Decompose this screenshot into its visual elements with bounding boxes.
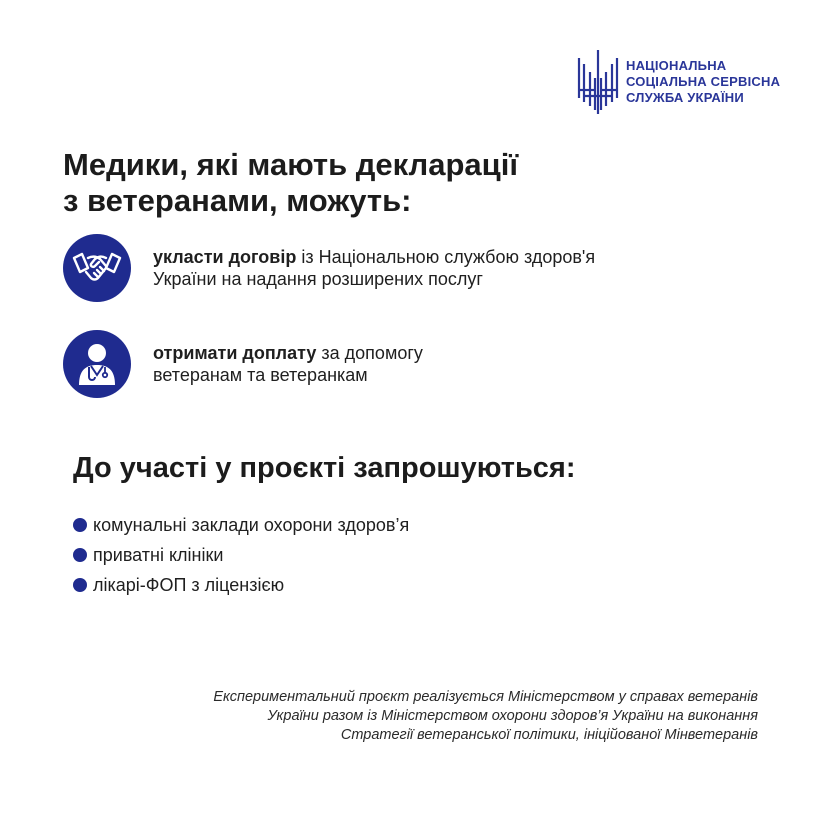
list-item-text: лікарі-ФОП з ліцензією [93, 574, 285, 595]
feature-contract-rest2: України на надання розширених послуг [153, 269, 483, 289]
bullet-dot-icon [73, 578, 87, 592]
list-item [73, 510, 409, 540]
list-item [73, 540, 409, 570]
feature-contract-rest1: із Національною службою здоров'я [296, 247, 596, 267]
feature-payment [63, 330, 733, 398]
participants-heading: До участі у проєкті запрошуються: [73, 452, 576, 484]
feature-contract-text [153, 246, 733, 290]
feature-payment-rest1: за допомогу [316, 343, 423, 363]
logo-line-2: СОЦІАЛЬНА СЕРВІСНА [626, 74, 781, 89]
doctor-icon [63, 330, 131, 398]
bullet-dot-icon [73, 518, 87, 532]
main-heading [63, 147, 518, 219]
list-item-text: комунальні заклади охорони здоров’я [93, 514, 410, 535]
footer-line-3: Стратегії ветеранської політики, ініційованої Мінветеранів [340, 727, 758, 743]
footer-line-1: Експериментальний проєкт реалізується Міністерством у справах ветеранів [213, 689, 758, 705]
feature-payment-rest2: ветеранам та ветеранкам [153, 365, 368, 385]
logo [576, 50, 780, 114]
main-heading-line-2: з ветеранами, можуть: [63, 183, 412, 218]
feature-contract-bold: укласти договір [153, 247, 297, 267]
list-item [73, 570, 409, 600]
feature-payment-text [153, 342, 733, 386]
trident-logo-icon [576, 50, 620, 114]
list-item-text: приватні клініки [93, 544, 224, 565]
main-heading-line-1: Медики, які мають декларації [63, 147, 519, 182]
handshake-icon [63, 234, 131, 302]
feature-contract [63, 234, 733, 302]
participants-list [73, 510, 409, 600]
logo-text [626, 58, 780, 106]
logo-line-3: СЛУЖБА УКРАЇНИ [626, 90, 744, 105]
footer-line-2: України разом із Міністерством охорони здоров’я України на виконання [267, 708, 758, 724]
feature-payment-bold: отримати доплату [153, 343, 317, 363]
footer-note [78, 688, 758, 745]
bullet-dot-icon [73, 548, 87, 562]
logo-line-1: НАЦІОНАЛЬНА [626, 58, 727, 73]
